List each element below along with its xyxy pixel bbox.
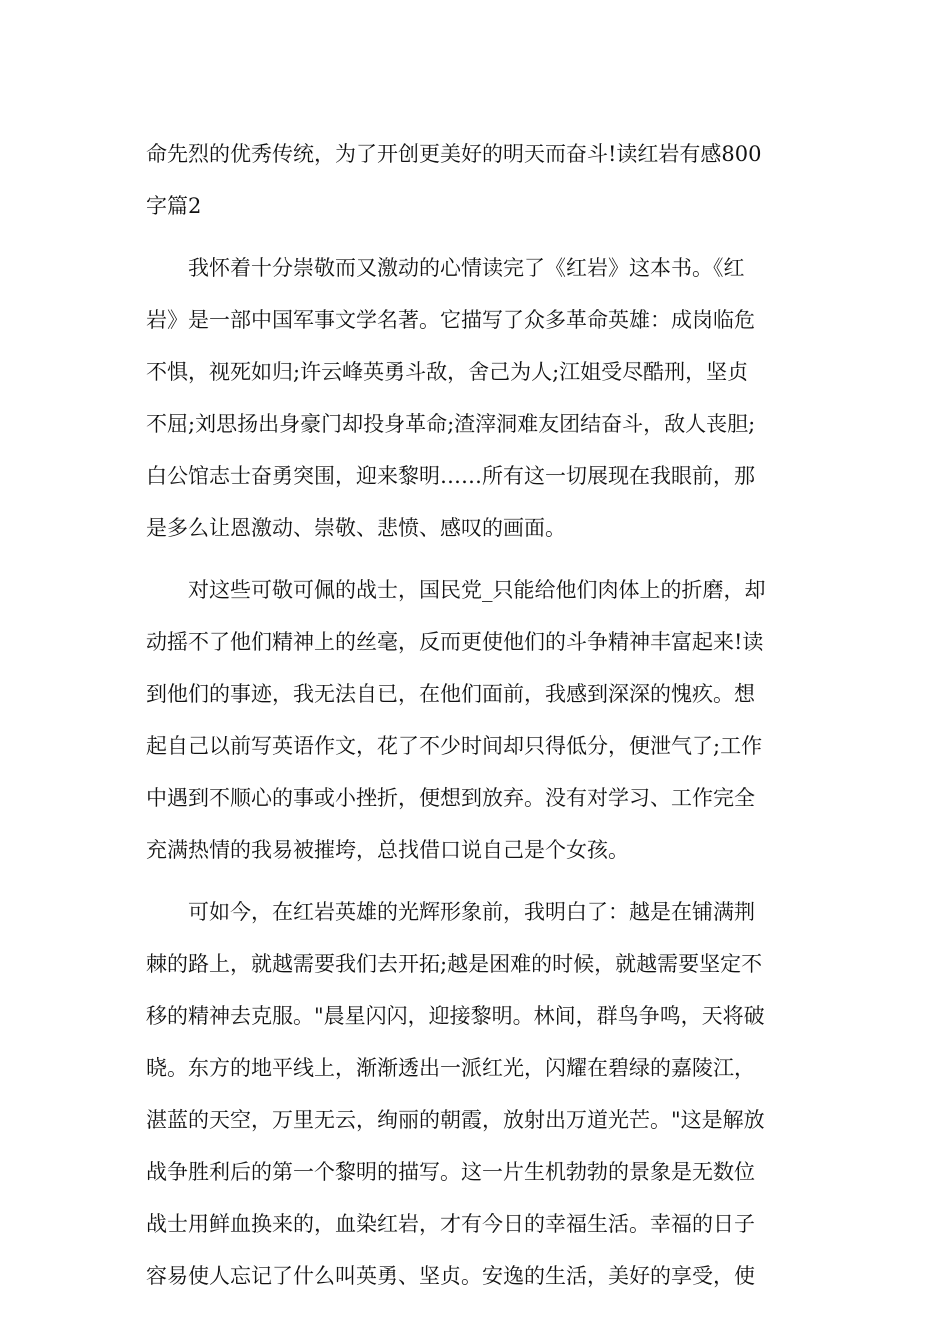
text-line: 可如今，在红岩英雄的光辉形象前，我明白了：越是在铺满荆 bbox=[146, 900, 755, 924]
text-line: 命先烈的优秀传统，为了开创更美好的明天而奋斗!读红岩有感800 bbox=[146, 142, 762, 166]
text-line: 战士用鲜血换来的，血染红岩，才有今日的幸福生活。幸福的日子 bbox=[146, 1212, 755, 1236]
text-line: 是多么让恩激动、崇敬、悲愤、感叹的画面。 bbox=[146, 516, 566, 540]
text-line: 充满热情的我易被摧垮，总找借口说自己是个女孩。 bbox=[146, 838, 629, 862]
paragraph-gap bbox=[146, 554, 810, 564]
text-line: 棘的路上，就越需要我们去开拓;越是困难的时候，就越需要坚定不 bbox=[146, 952, 763, 976]
text-line: 动摇不了他们精神上的丝毫，反而更使他们的斗争精神丰富起来!读 bbox=[146, 630, 764, 654]
text-line: 战争胜利后的第一个黎明的描写。这一片生机勃勃的景象是无数位 bbox=[146, 1160, 755, 1184]
text-line: 容易使人忘记了什么叫英勇、坚贞。安逸的生活，美好的享受，使 bbox=[146, 1264, 755, 1288]
text-line: 湛蓝的天空，万里无云，绚丽的朝霞，放射出万道光芒。"这是解放 bbox=[146, 1108, 765, 1132]
paragraph-gap bbox=[146, 232, 810, 242]
text-line: 岩》是一部中国军事文学名著。它描写了众多革命英雄：成岗临危 bbox=[146, 308, 755, 332]
text-line: 起自己以前写英语作文，花了不少时间却只得低分，便泄气了;工作 bbox=[146, 734, 763, 758]
text-line: 对这些可敬可佩的战士，国民党_只能给他们肉体上的折磨，却 bbox=[146, 578, 766, 602]
text-line: 字篇2 bbox=[146, 194, 202, 218]
text-line: 我怀着十分崇敬而又激动的心情读完了《红岩》这本书。《红 bbox=[146, 256, 745, 280]
document-body bbox=[146, 128, 810, 1302]
text-line: 晓。东方的地平线上，渐渐透出一派红光，闪耀在碧绿的嘉陵江， bbox=[146, 1056, 755, 1080]
text-line: 不惧，视死如归;许云峰英勇斗敌，舍己为人;江姐受尽酷刑，坚贞 bbox=[146, 360, 749, 384]
text-line: 白公馆志士奋勇突围，迎来黎明……所有这一切展现在我眼前，那 bbox=[146, 464, 755, 488]
paragraph-gap bbox=[146, 876, 810, 886]
text-line: 不屈;刘思扬出身豪门却投身革命;渣滓洞难友团结奋斗，敌人丧胆; bbox=[146, 412, 756, 436]
text-line: 到他们的事迹，我无法自已，在他们面前，我感到深深的愧疚。想 bbox=[146, 682, 755, 706]
text-line: 中遇到不顺心的事或小挫折，便想到放弃。没有对学习、工作完全 bbox=[146, 786, 755, 810]
text-line: 移的精神去克服。"晨星闪闪，迎接黎明。林间，群鸟争鸣，天将破 bbox=[146, 1004, 765, 1028]
